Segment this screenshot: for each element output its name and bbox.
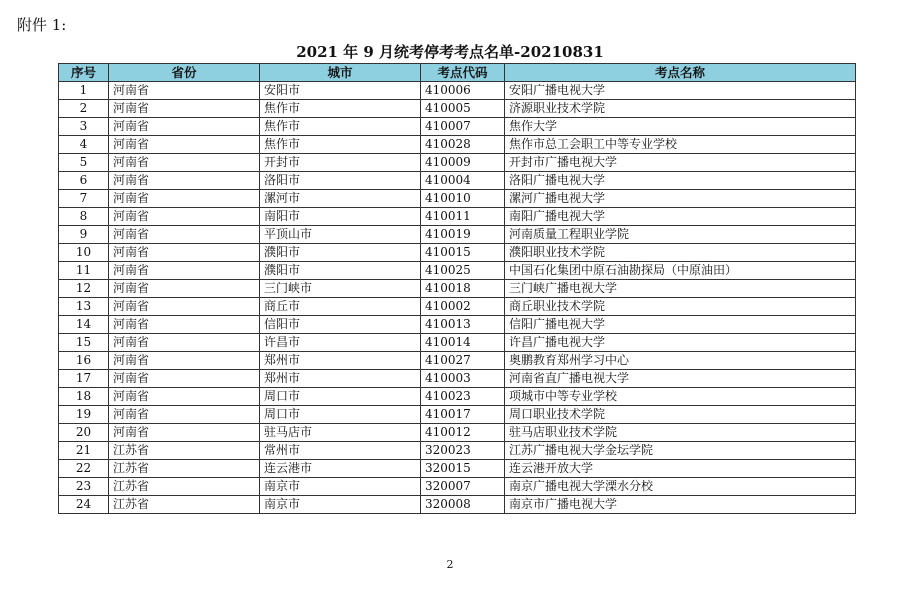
table-row bbox=[59, 262, 856, 280]
cell-no: 18 bbox=[59, 388, 109, 406]
table-row bbox=[59, 478, 856, 496]
cell-province: 河南省 bbox=[109, 118, 260, 136]
cell-code: 410010 bbox=[421, 190, 505, 208]
cell-no: 6 bbox=[59, 172, 109, 190]
cell-no: 10 bbox=[59, 244, 109, 262]
cell-city: 南阳市 bbox=[260, 208, 421, 226]
cell-name: 许昌广播电视大学 bbox=[505, 334, 856, 352]
cell-code: 320023 bbox=[421, 442, 505, 460]
document-title: 2021 年 9 月统考停考考点名单-20210831 bbox=[296, 43, 604, 61]
cell-no: 21 bbox=[59, 442, 109, 460]
cell-code: 410003 bbox=[421, 370, 505, 388]
cell-no: 14 bbox=[59, 316, 109, 334]
cell-code: 320015 bbox=[421, 460, 505, 478]
cell-name: 连云港开放大学 bbox=[505, 460, 856, 478]
cell-name: 周口职业技术学院 bbox=[505, 406, 856, 424]
cell-name: 济源职业技术学院 bbox=[505, 100, 856, 118]
cell-no: 19 bbox=[59, 406, 109, 424]
cell-name: 开封市广播电视大学 bbox=[505, 154, 856, 172]
cell-name: 南京广播电视大学溧水分校 bbox=[505, 478, 856, 496]
cell-province: 河南省 bbox=[109, 154, 260, 172]
table-row bbox=[59, 496, 856, 514]
table-row bbox=[59, 136, 856, 154]
table-row bbox=[59, 82, 856, 100]
cell-code: 410009 bbox=[421, 154, 505, 172]
cell-code: 410005 bbox=[421, 100, 505, 118]
cell-no: 16 bbox=[59, 352, 109, 370]
cell-code: 410017 bbox=[421, 406, 505, 424]
table-row bbox=[59, 388, 856, 406]
cell-code: 410014 bbox=[421, 334, 505, 352]
cell-no: 5 bbox=[59, 154, 109, 172]
cell-city: 焦作市 bbox=[260, 136, 421, 154]
cell-name: 奥鹏教育郑州学习中心 bbox=[505, 352, 856, 370]
cell-city: 商丘市 bbox=[260, 298, 421, 316]
cell-no: 20 bbox=[59, 424, 109, 442]
cell-code: 410002 bbox=[421, 298, 505, 316]
cell-city: 郑州市 bbox=[260, 352, 421, 370]
cell-province: 河南省 bbox=[109, 244, 260, 262]
table-row bbox=[59, 298, 856, 316]
header-province: 省份 bbox=[109, 64, 260, 82]
table-row bbox=[59, 190, 856, 208]
cell-code: 320008 bbox=[421, 496, 505, 514]
cell-city: 焦作市 bbox=[260, 100, 421, 118]
cell-code: 410004 bbox=[421, 172, 505, 190]
cell-province: 河南省 bbox=[109, 406, 260, 424]
cell-province: 河南省 bbox=[109, 136, 260, 154]
table-row bbox=[59, 316, 856, 334]
cell-code: 410019 bbox=[421, 226, 505, 244]
cell-province: 河南省 bbox=[109, 424, 260, 442]
table-row bbox=[59, 154, 856, 172]
cell-code: 410007 bbox=[421, 118, 505, 136]
cell-name: 河南质量工程职业学院 bbox=[505, 226, 856, 244]
cell-name: 濮阳职业技术学院 bbox=[505, 244, 856, 262]
table-row bbox=[59, 208, 856, 226]
cell-city: 周口市 bbox=[260, 388, 421, 406]
table-row bbox=[59, 442, 856, 460]
header-name: 考点名称 bbox=[505, 64, 856, 82]
cell-no: 4 bbox=[59, 136, 109, 154]
cell-no: 3 bbox=[59, 118, 109, 136]
header-city: 城市 bbox=[260, 64, 421, 82]
cell-province: 河南省 bbox=[109, 190, 260, 208]
cell-city: 三门峡市 bbox=[260, 280, 421, 298]
cell-name: 焦作大学 bbox=[505, 118, 856, 136]
cell-city: 洛阳市 bbox=[260, 172, 421, 190]
cell-city: 开封市 bbox=[260, 154, 421, 172]
cell-name: 江苏广播电视大学金坛学院 bbox=[505, 442, 856, 460]
cell-name: 驻马店职业技术学院 bbox=[505, 424, 856, 442]
cell-no: 9 bbox=[59, 226, 109, 244]
cell-province: 江苏省 bbox=[109, 496, 260, 514]
cell-province: 河南省 bbox=[109, 100, 260, 118]
cell-code: 320007 bbox=[421, 478, 505, 496]
cell-code: 410015 bbox=[421, 244, 505, 262]
cell-code: 410006 bbox=[421, 82, 505, 100]
cell-city: 濮阳市 bbox=[260, 262, 421, 280]
cell-city: 濮阳市 bbox=[260, 244, 421, 262]
cell-province: 河南省 bbox=[109, 208, 260, 226]
cell-province: 江苏省 bbox=[109, 478, 260, 496]
cell-name: 南阳广播电视大学 bbox=[505, 208, 856, 226]
cell-code: 410012 bbox=[421, 424, 505, 442]
cell-code: 410018 bbox=[421, 280, 505, 298]
table-row bbox=[59, 226, 856, 244]
cell-province: 河南省 bbox=[109, 82, 260, 100]
cell-no: 17 bbox=[59, 370, 109, 388]
cell-name: 商丘职业技术学院 bbox=[505, 298, 856, 316]
table-row bbox=[59, 118, 856, 136]
cell-city: 郑州市 bbox=[260, 370, 421, 388]
table-row bbox=[59, 334, 856, 352]
cell-province: 河南省 bbox=[109, 280, 260, 298]
cell-code: 410013 bbox=[421, 316, 505, 334]
table-row bbox=[59, 370, 856, 388]
cell-no: 2 bbox=[59, 100, 109, 118]
cell-city: 南京市 bbox=[260, 496, 421, 514]
cell-city: 安阳市 bbox=[260, 82, 421, 100]
cell-name: 洛阳广播电视大学 bbox=[505, 172, 856, 190]
cell-city: 周口市 bbox=[260, 406, 421, 424]
page-number: 2 bbox=[446, 558, 454, 571]
cell-city: 平顶山市 bbox=[260, 226, 421, 244]
cell-no: 22 bbox=[59, 460, 109, 478]
cell-code: 410028 bbox=[421, 136, 505, 154]
cell-city: 信阳市 bbox=[260, 316, 421, 334]
cell-province: 河南省 bbox=[109, 172, 260, 190]
cell-code: 410025 bbox=[421, 262, 505, 280]
cell-city: 常州市 bbox=[260, 442, 421, 460]
cell-no: 23 bbox=[59, 478, 109, 496]
cell-name: 三门峡广播电视大学 bbox=[505, 280, 856, 298]
cell-name: 中国石化集团中原石油勘探局（中原油田） bbox=[505, 262, 856, 280]
cell-name: 项城市中等专业学校 bbox=[505, 388, 856, 406]
table-row bbox=[59, 244, 856, 262]
table-body bbox=[59, 82, 856, 514]
cell-name: 河南省直广播电视大学 bbox=[505, 370, 856, 388]
cell-province: 河南省 bbox=[109, 352, 260, 370]
cell-no: 13 bbox=[59, 298, 109, 316]
cell-no: 1 bbox=[59, 82, 109, 100]
cell-province: 河南省 bbox=[109, 226, 260, 244]
table-row bbox=[59, 460, 856, 478]
cell-province: 江苏省 bbox=[109, 460, 260, 478]
cell-province: 河南省 bbox=[109, 388, 260, 406]
header-no: 序号 bbox=[59, 64, 109, 82]
table-row bbox=[59, 406, 856, 424]
cell-no: 11 bbox=[59, 262, 109, 280]
cell-province: 河南省 bbox=[109, 370, 260, 388]
header-code: 考点代码 bbox=[421, 64, 505, 82]
cell-code: 410023 bbox=[421, 388, 505, 406]
table-row bbox=[59, 424, 856, 442]
cell-name: 安阳广播电视大学 bbox=[505, 82, 856, 100]
cell-province: 河南省 bbox=[109, 262, 260, 280]
cell-name: 南京市广播电视大学 bbox=[505, 496, 856, 514]
table-row bbox=[59, 280, 856, 298]
cell-code: 410027 bbox=[421, 352, 505, 370]
table-row bbox=[59, 100, 856, 118]
attachment-label: 附件 1: bbox=[17, 16, 67, 34]
cell-name: 焦作市总工会职工中等专业学校 bbox=[505, 136, 856, 154]
cell-name: 漯河广播电视大学 bbox=[505, 190, 856, 208]
cell-city: 驻马店市 bbox=[260, 424, 421, 442]
table-header-row bbox=[59, 64, 856, 82]
cell-no: 12 bbox=[59, 280, 109, 298]
cell-city: 连云港市 bbox=[260, 460, 421, 478]
exam-site-table bbox=[58, 63, 856, 514]
table-row bbox=[59, 172, 856, 190]
cell-no: 8 bbox=[59, 208, 109, 226]
table-row bbox=[59, 352, 856, 370]
cell-name: 信阳广播电视大学 bbox=[505, 316, 856, 334]
cell-no: 15 bbox=[59, 334, 109, 352]
cell-province: 河南省 bbox=[109, 298, 260, 316]
cell-city: 焦作市 bbox=[260, 118, 421, 136]
cell-province: 河南省 bbox=[109, 316, 260, 334]
cell-no: 24 bbox=[59, 496, 109, 514]
cell-province: 江苏省 bbox=[109, 442, 260, 460]
cell-city: 许昌市 bbox=[260, 334, 421, 352]
cell-no: 7 bbox=[59, 190, 109, 208]
cell-code: 410011 bbox=[421, 208, 505, 226]
cell-city: 南京市 bbox=[260, 478, 421, 496]
cell-city: 漯河市 bbox=[260, 190, 421, 208]
cell-province: 河南省 bbox=[109, 334, 260, 352]
